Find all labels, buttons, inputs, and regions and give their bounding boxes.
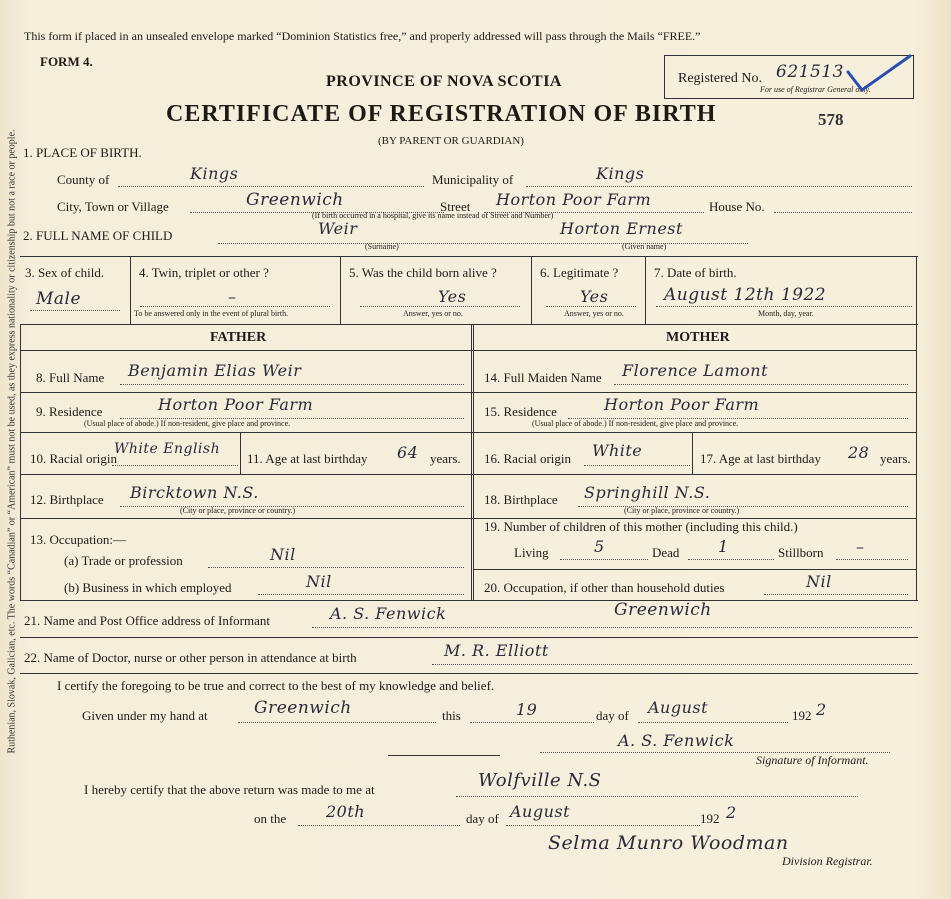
child-given-name: Horton Ernest xyxy=(560,219,683,238)
city-value: Greenwich xyxy=(246,190,344,210)
registrar-year-prefix: 192 xyxy=(700,811,720,826)
father-age-label: 11. Age at last birthday xyxy=(247,451,368,466)
registered-note: For use of Registrar General only. xyxy=(760,85,871,94)
informant-address: Greenwich xyxy=(614,600,712,620)
mother-race-label: 16. Racial origin xyxy=(484,451,572,466)
date-label: 7. Date of birth. xyxy=(654,265,737,280)
registrar-place: Wolfville N.S xyxy=(478,770,602,791)
date-value: August 12th 1922 xyxy=(664,285,827,305)
living-label: Living xyxy=(514,545,549,560)
surname-label: (Surname) xyxy=(365,242,399,251)
alive-note: Answer, yes or no. xyxy=(403,309,463,318)
certify-statement: I certify the foregoing to be true and correct to the best of my knowledge and belief. xyxy=(57,678,495,693)
legitimate-label: 6. Legitimate ? xyxy=(540,265,619,280)
mother-race-value: White xyxy=(592,441,643,460)
father-birthplace-note: (City or place, province or country.) xyxy=(180,506,296,515)
given-label: Given under my hand at xyxy=(82,708,208,723)
informant-signature-label: Signature of Informant. xyxy=(756,753,869,767)
house-label: House No. xyxy=(709,199,765,214)
father-name-label: 8. Full Name xyxy=(36,370,105,385)
stamp-number: 578 xyxy=(818,110,844,129)
living-value: 5 xyxy=(594,537,605,556)
registrar-signature-label: Division Registrar. xyxy=(782,854,873,868)
province-heading: PROVINCE OF NOVA SCOTIA xyxy=(326,73,562,90)
mother-age-unit: years. xyxy=(880,451,911,466)
mother-heading: MOTHER xyxy=(666,330,730,345)
father-occupation-label: 13. Occupation:— xyxy=(30,532,127,547)
mother-occupation-value: Nil xyxy=(806,572,832,591)
father-age-unit: years. xyxy=(430,451,461,466)
informant-label: 21. Name and Post Office address of Informant xyxy=(24,613,270,628)
mother-age-label: 17. Age at last birthday xyxy=(700,451,821,466)
informant-name: A. S. Fenwick xyxy=(330,604,447,623)
mother-residence-label: 15. Residence xyxy=(484,404,557,419)
father-residence-value: Horton Poor Farm xyxy=(158,395,314,414)
dead-label: Dead xyxy=(652,545,680,560)
mother-residence-note: (Usual place of abode.) If non-resident, give place and province. xyxy=(532,419,739,428)
father-birthplace-value: Bircktown N.S. xyxy=(130,483,259,502)
child-surname: Weir xyxy=(318,219,358,238)
twin-value: – xyxy=(228,287,237,306)
given-place: Greenwich xyxy=(254,698,352,718)
doctor-label: 22. Name of Doctor, nurse or other person in attendance at birth xyxy=(24,650,357,665)
certify-year-suffix: 2 xyxy=(816,700,827,719)
registered-number: 621513 xyxy=(776,62,844,82)
father-residence-label: 9. Residence xyxy=(36,404,103,419)
sex-label: 3. Sex of child. xyxy=(25,265,105,280)
given-name-label: (Given name) xyxy=(622,242,667,251)
certify-day-of-label: day of xyxy=(596,708,629,723)
certify-month: August xyxy=(648,698,709,717)
legitimate-value: Yes xyxy=(580,287,609,306)
registrar-statement: I hereby certify that the above return was made to me at xyxy=(84,782,375,797)
children-count-label: 19. Number of children of this mother (including this child.) xyxy=(484,519,798,534)
mother-birthplace-value: Springhill N.S. xyxy=(584,483,711,502)
father-birthplace-label: 12. Birthplace xyxy=(30,492,104,507)
city-label: City, Town or Village xyxy=(57,199,169,214)
registrar-year-suffix: 2 xyxy=(726,803,737,822)
alive-value: Yes xyxy=(438,287,467,306)
trade-label: (a) Trade or profession xyxy=(64,553,183,568)
alive-label: 5. Was the child born alive ? xyxy=(349,265,497,280)
business-label: (b) Business in which employed xyxy=(64,580,232,595)
registered-label: Registered No. xyxy=(678,71,762,86)
street-label: Street xyxy=(440,199,471,214)
doctor-value: M. R. Elliott xyxy=(444,641,549,660)
mother-occupation-label: 20. Occupation, if other than household duties xyxy=(484,580,725,595)
father-race-label: 10. Racial origin xyxy=(30,451,118,466)
dead-value: 1 xyxy=(718,537,729,556)
twin-note: To be answered only in the event of plural birth. xyxy=(134,309,289,318)
street-value: Horton Poor Farm xyxy=(496,190,652,209)
child-name-heading: 2. FULL NAME OF CHILD xyxy=(23,228,173,243)
mother-name-value: Florence Lamont xyxy=(622,361,768,380)
stillborn-label: Stillborn xyxy=(778,545,824,560)
sex-value: Male xyxy=(36,289,82,309)
hospital-note: (If birth occurred in a hospital, give its name instead of Street and Number) xyxy=(312,211,554,220)
form-number: FORM 4. xyxy=(40,54,93,69)
registrar-on-label: on the xyxy=(254,811,287,826)
registrar-month: August xyxy=(510,802,571,821)
place-heading: 1. PLACE OF BIRTH. xyxy=(23,145,142,160)
father-residence-note: (Usual place of abode.) If non-resident, give place and province. xyxy=(84,419,291,428)
county-value: Kings xyxy=(190,164,239,183)
date-note: Month, day, year. xyxy=(758,309,814,318)
page-title: CERTIFICATE OF REGISTRATION OF BIRTH xyxy=(166,101,717,127)
father-age-value: 64 xyxy=(397,443,419,462)
mother-birthplace-label: 18. Birthplace xyxy=(484,492,558,507)
page-subtitle: (BY PARENT OR GUARDIAN) xyxy=(378,135,524,147)
municipality-label: Municipality of xyxy=(432,172,514,187)
father-name-value: Benjamin Elias Weir xyxy=(128,361,302,380)
mother-age-value: 28 xyxy=(848,443,870,462)
registrar-day-of-label: day of xyxy=(466,811,499,826)
county-label: County of xyxy=(57,172,110,187)
registrar-signature: Selma Munro Woodman xyxy=(548,832,789,854)
margin-note: Ruthenian, Slovak, Galician, etc. The words “Canadian” or “American” must not be used, as they express nationality or citizenship but not a race or people. xyxy=(6,129,18,754)
trade-value: Nil xyxy=(270,545,296,564)
mother-name-label: 14. Full Maiden Name xyxy=(484,370,602,385)
legitimate-note: Answer, yes or no. xyxy=(564,309,624,318)
registrar-day: 20th xyxy=(326,802,366,821)
father-race-value: White English xyxy=(114,441,221,457)
certify-day: 19 xyxy=(516,700,538,719)
certify-year-prefix: 192 xyxy=(792,708,812,723)
stillborn-value: – xyxy=(856,537,865,556)
municipality-value: Kings xyxy=(596,164,645,183)
mother-residence-value: Horton Poor Farm xyxy=(604,395,760,414)
informant-signature: A. S. Fenwick xyxy=(618,731,735,750)
business-value: Nil xyxy=(306,572,332,591)
mother-birthplace-note: (City or place, province or country.) xyxy=(624,506,740,515)
check-mark-icon xyxy=(840,50,920,98)
postal-notice: This form if placed in an unsealed envelope marked “Dominion Statistics free,” and properly addressed will pass through the Mails “FREE.” xyxy=(24,29,701,43)
twin-label: 4. Twin, triplet or other ? xyxy=(139,265,269,280)
this-label: this xyxy=(442,708,461,723)
father-heading: FATHER xyxy=(210,330,267,345)
